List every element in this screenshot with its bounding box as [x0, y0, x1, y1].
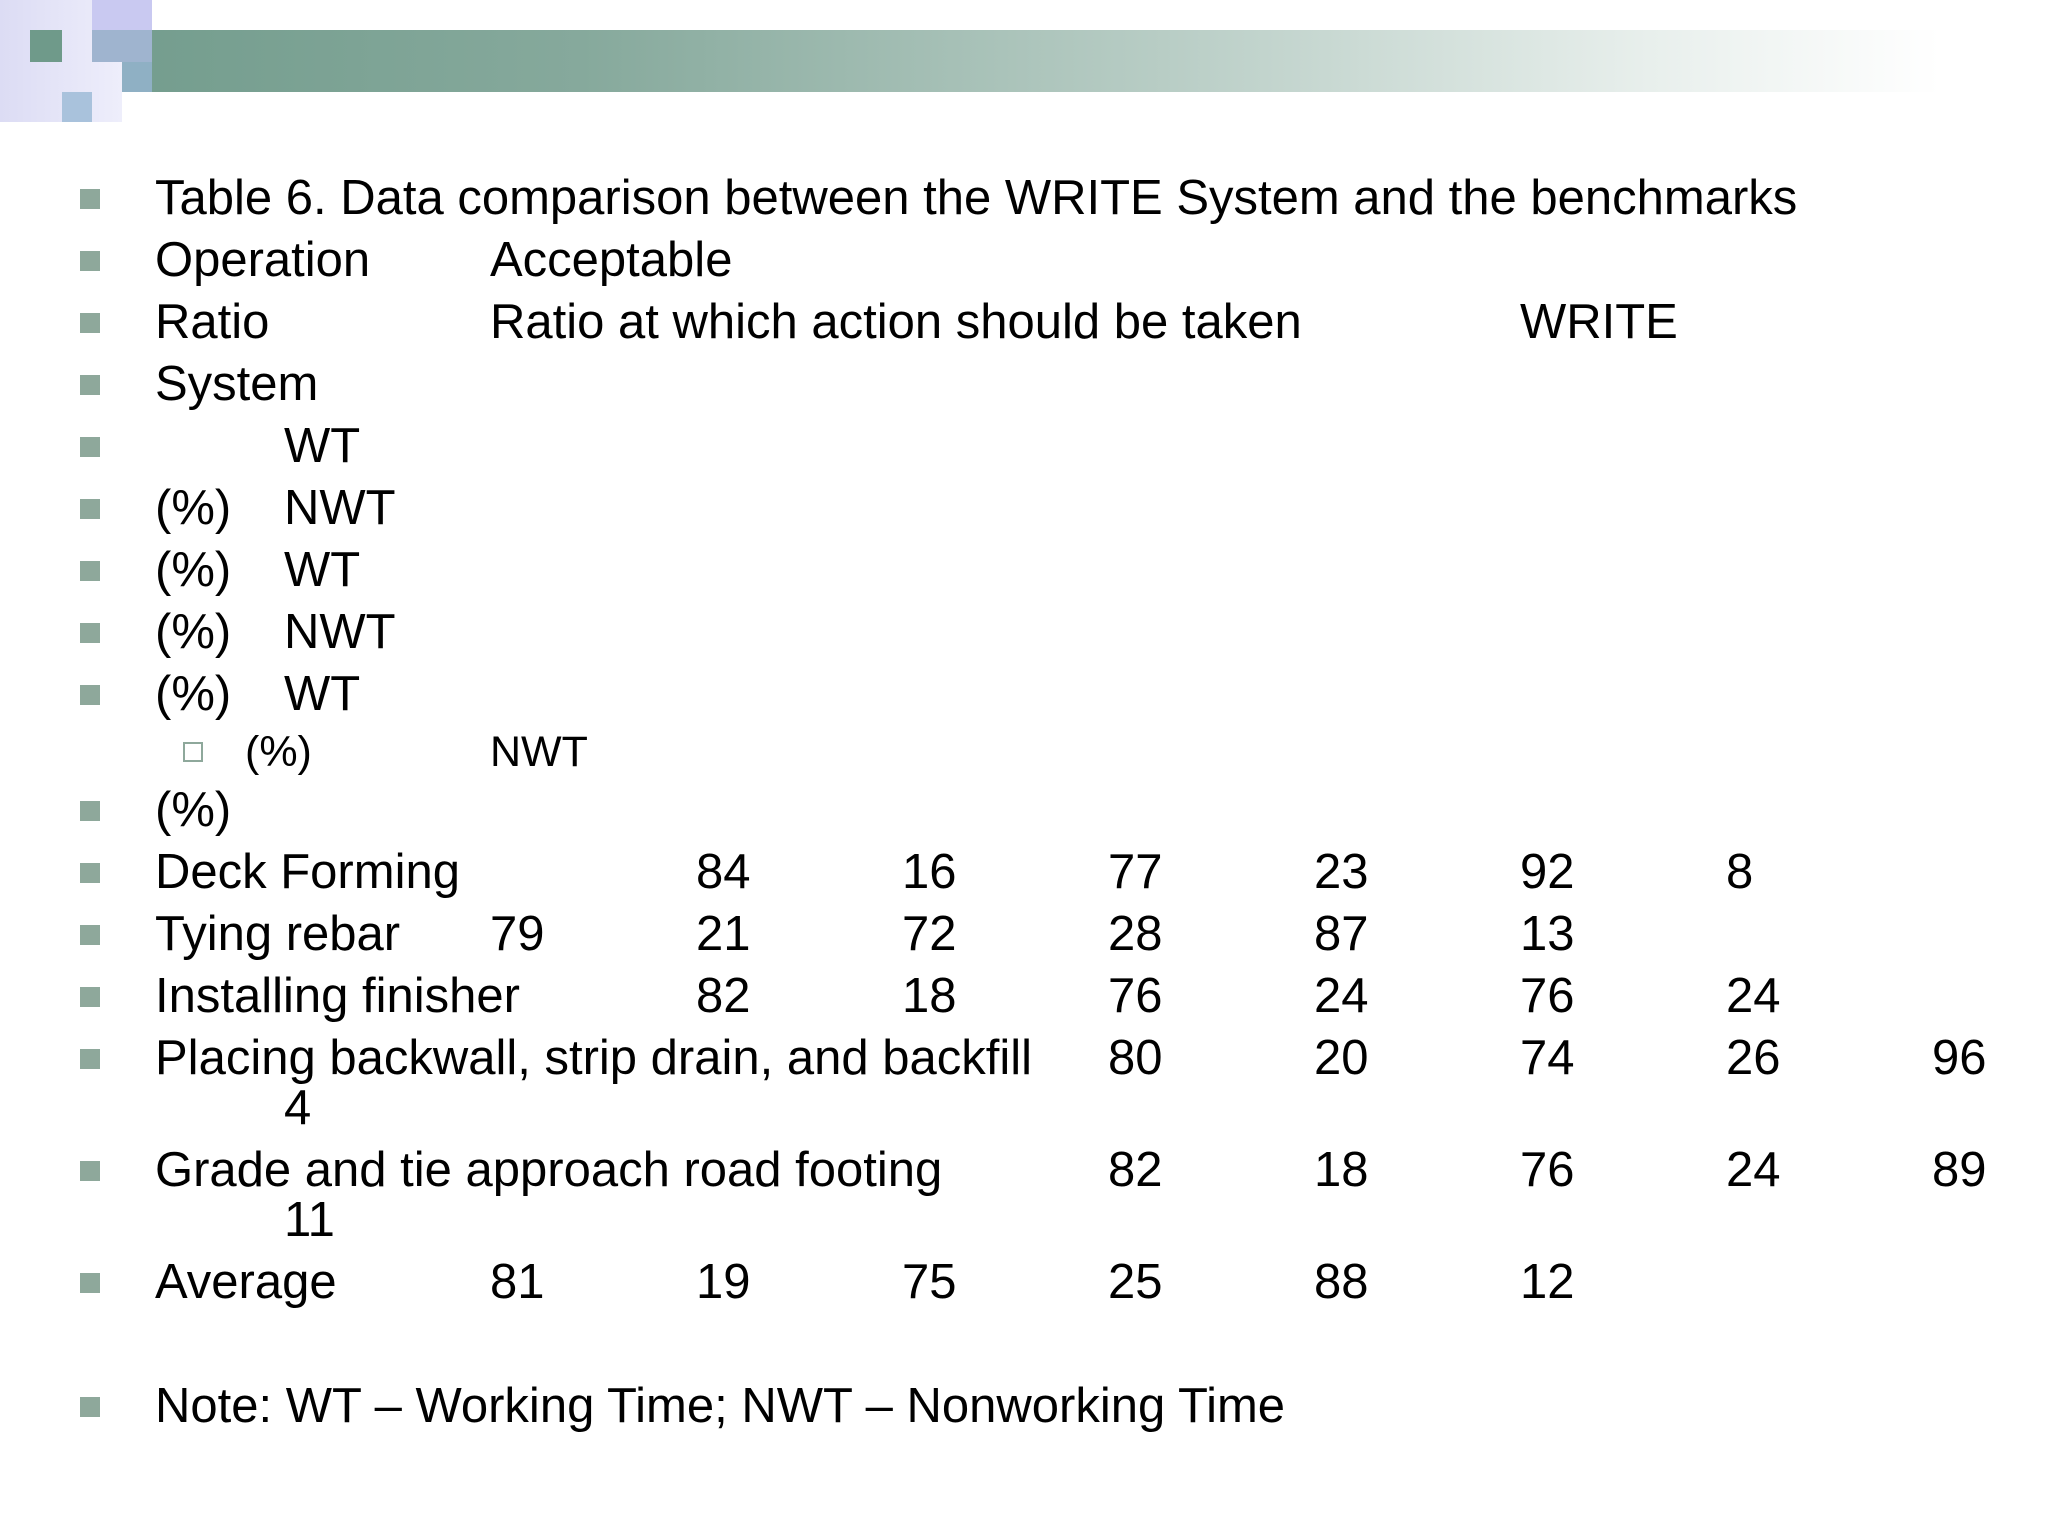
- header-line-4: [0, 416, 2048, 476]
- bullet-square-icon: [80, 1049, 100, 1069]
- bullet-square-icon: [80, 499, 100, 519]
- bullet-square-icon: [80, 437, 100, 457]
- header-percent: (%): [155, 481, 232, 535]
- header-line-6: [0, 540, 2048, 600]
- header-percent: (%): [155, 783, 232, 837]
- cell-value: 26: [1726, 1031, 1781, 1085]
- cell-value: 79: [490, 907, 545, 961]
- header-percent: (%): [155, 667, 232, 721]
- cell-value: 82: [696, 969, 751, 1023]
- cell-value: 84: [696, 845, 751, 899]
- cell-value: 76: [1520, 1143, 1575, 1197]
- bullet-square-icon: [80, 925, 100, 945]
- header-system: System: [155, 357, 319, 411]
- row-label: Average: [155, 1255, 337, 1309]
- header-nwt: NWT: [284, 605, 396, 659]
- header-line-5: [0, 478, 2048, 538]
- bullet-square-icon: [80, 987, 100, 1007]
- bullet-square-icon: [80, 251, 100, 271]
- header-line-1: [0, 230, 2048, 290]
- cell-value-wrapped: 4: [284, 1081, 312, 1135]
- header-line-3: [0, 354, 2048, 414]
- bullet-title: [0, 168, 2048, 228]
- table-row-tying-rebar: [0, 904, 2048, 964]
- cell-value: 76: [1520, 969, 1575, 1023]
- table-row-deck-forming: [0, 842, 2048, 902]
- cell-value: 96: [1932, 1031, 1987, 1085]
- bullet-square-icon: [80, 313, 100, 333]
- cell-value: 18: [1314, 1143, 1369, 1197]
- cell-value: 76: [1108, 969, 1163, 1023]
- row-label: Installing finisher: [155, 969, 520, 1023]
- bullet-square-icon: [80, 375, 100, 395]
- header-ratio: Ratio: [155, 295, 270, 349]
- cell-value: 77: [1108, 845, 1163, 899]
- header-line-7: [0, 602, 2048, 662]
- table-row-installing-finisher: [0, 966, 2048, 1026]
- header-write: WRITE: [1520, 295, 1678, 349]
- header-wt: WT: [284, 543, 361, 597]
- header-line-2: [0, 292, 2048, 352]
- header-wt: WT: [284, 419, 361, 473]
- bullet-square-icon: [80, 1397, 100, 1417]
- header-nwt: NWT: [490, 728, 588, 776]
- cell-value: 74: [1520, 1031, 1575, 1085]
- bullet-square-icon: [80, 685, 100, 705]
- cell-value: 19: [696, 1255, 751, 1309]
- table-row-wrap: [0, 1190, 2048, 1250]
- cell-value: 92: [1520, 845, 1575, 899]
- cell-value: 87: [1314, 907, 1369, 961]
- header-percent: (%): [155, 543, 232, 597]
- header-line-9: [0, 780, 2048, 840]
- bullet-note: [0, 1376, 2048, 1436]
- cell-value: 23: [1314, 845, 1369, 899]
- cell-value: 16: [902, 845, 957, 899]
- header-operation: Operation: [155, 233, 371, 287]
- cell-value: 24: [1314, 969, 1369, 1023]
- bullet-square-icon: [80, 1273, 100, 1293]
- header-action-ratio: Ratio at which action should be taken: [490, 295, 1302, 349]
- cell-value: 82: [1108, 1143, 1163, 1197]
- bullet-square-icon: [80, 623, 100, 643]
- cell-value: 72: [902, 907, 957, 961]
- cell-value: 13: [1520, 907, 1575, 961]
- header-sub-line: [0, 722, 2048, 782]
- row-label: Deck Forming: [155, 845, 460, 899]
- bullet-square-icon: [80, 1161, 100, 1181]
- bullet-square-icon: [80, 189, 100, 209]
- bullet-square-icon: [80, 561, 100, 581]
- row-label: Placing backwall, strip drain, and backfill: [155, 1031, 1032, 1085]
- table-note: Note: WT – Working Time; NWT – Nonworking Time: [155, 1379, 1286, 1433]
- cell-value: 81: [490, 1255, 545, 1309]
- cell-value: 21: [696, 907, 751, 961]
- cell-value: 25: [1108, 1255, 1163, 1309]
- header-percent: (%): [155, 605, 232, 659]
- cell-value: 88: [1314, 1255, 1369, 1309]
- cell-value: 24: [1726, 1143, 1781, 1197]
- cell-value: 18: [902, 969, 957, 1023]
- table-row-average: [0, 1252, 2048, 1312]
- cell-value: 20: [1314, 1031, 1369, 1085]
- row-label: Tying rebar: [155, 907, 401, 961]
- header-percent: (%): [245, 728, 312, 776]
- cell-value-wrapped: 11: [284, 1193, 335, 1247]
- row-label: Grade and tie approach road footing: [155, 1143, 943, 1197]
- table-title: Table 6. Data comparison between the WRITE System and the benchmarks: [155, 171, 1798, 225]
- cell-value: 8: [1726, 845, 1754, 899]
- table-row-wrap: [0, 1078, 2048, 1138]
- cell-value: 89: [1932, 1143, 1987, 1197]
- cell-value: 24: [1726, 969, 1781, 1023]
- bullet-square-icon: [80, 801, 100, 821]
- header-nwt: NWT: [284, 481, 396, 535]
- hollow-bullet-icon: [183, 742, 203, 762]
- header-acceptable: Acceptable: [490, 233, 733, 287]
- header-wt: WT: [284, 667, 361, 721]
- header-line-8: [0, 664, 2048, 724]
- cell-value: 12: [1520, 1255, 1575, 1309]
- cell-value: 80: [1108, 1031, 1163, 1085]
- bullet-square-icon: [80, 863, 100, 883]
- cell-value: 28: [1108, 907, 1163, 961]
- cell-value: 75: [902, 1255, 957, 1309]
